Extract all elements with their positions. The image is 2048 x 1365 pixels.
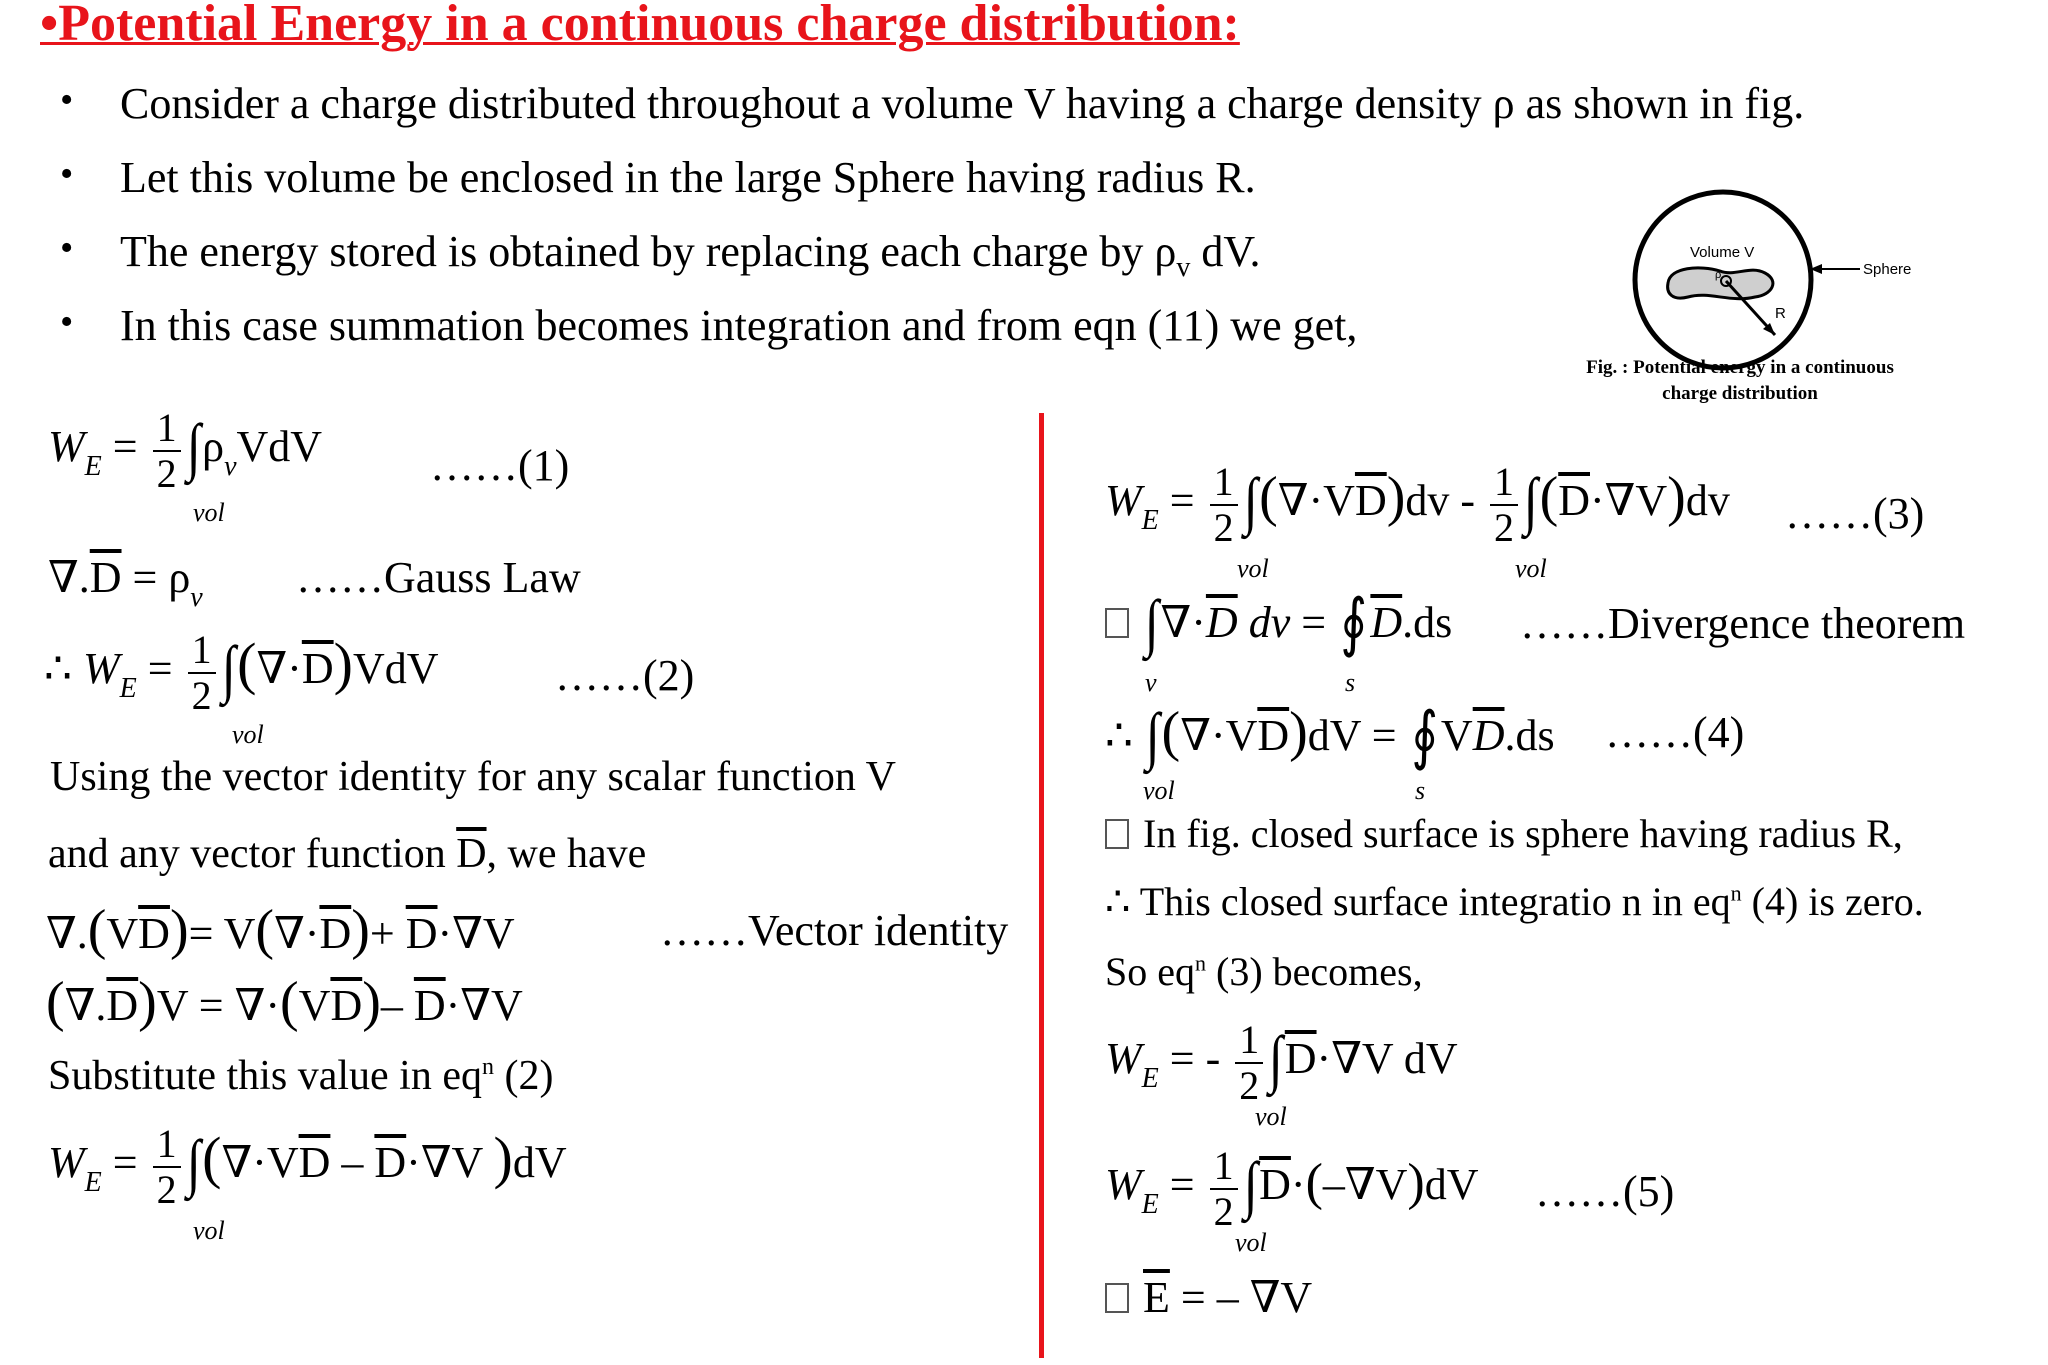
figure-caption-line: charge distribution [1662, 383, 1818, 404]
substituted-equation: $W_E$ = $\frac{1}{2}$ $\int(\nabla\cdot V\overline{D} - \overline{D}\cdot\nabla V$ )dV vol [48, 1121, 567, 1245]
divergence-theorem-tag: ……Divergence theorem [1520, 599, 1966, 648]
figure-caption-line: Fig. : Potential energy in a continuous [1586, 357, 1894, 378]
integral-limit: v [1145, 668, 1157, 697]
text-part: Substitute this value in eq [48, 1053, 482, 1099]
identity-text-line [48, 830, 646, 878]
gauss-law-tag: ……Gauss Law [296, 553, 581, 602]
text-part: So eq [1105, 949, 1195, 994]
gauss-law-equation: $\nabla.\overline{D} = \rho_v$ [48, 553, 203, 613]
text-part: and any vector function [48, 831, 457, 877]
sphere-label: Sphere [1863, 261, 1912, 278]
volume-label: Volume V [1690, 244, 1755, 261]
bullet-dot: • [60, 153, 74, 195]
vector-D: $\overline{D}$ [456, 831, 487, 877]
substitute-text-line [48, 1052, 553, 1100]
fraction-half [153, 405, 181, 496]
text-part: ∴ This closed surface integratio n in eq [1105, 879, 1731, 924]
bullet-dot: • [60, 79, 74, 121]
bullet-box [1105, 608, 1129, 638]
text-part: (4) is zero. [1741, 879, 1924, 924]
rho-label: ρ [1715, 269, 1722, 281]
text-part: (2) [493, 1053, 554, 1099]
radius-label: R [1775, 305, 1786, 322]
equation-4-tag: ……(4) [1605, 708, 1745, 757]
equation-5: $W_E$ = $\frac{1}{2}$ $\int\overline{D}\cdot(-\nabla V)dV$ vol [1105, 1143, 1479, 1257]
integral-limit: vol [193, 498, 225, 527]
bullet-text: Consider a charge distributed throughout a volume V having a charge density ρ as shown in fig. [120, 79, 1805, 128]
equation-1-tag: ……(1) [430, 441, 570, 490]
rearranged-identity-equation: $(\nabla.\overline{D})V = \nabla\cdot(V\overline{D})-$ $\overline{D}\cdot\nabla V$ [46, 971, 523, 1033]
bullet-text-part: The energy stored is obtained by replacing each charge by ρ [120, 227, 1177, 276]
equation-2: ∴ $W_E$ = $\frac{1}{2}$ $\int(\nabla\cdot\overline{D})VdV$ vol [44, 627, 439, 749]
bullet-text: In this case summation becomes integration and from eqn (11) we get, [120, 301, 1358, 350]
superscript: n [1195, 950, 1206, 976]
fraction-denominator: 2 [156, 451, 177, 496]
text-part: In fig. closed surface is sphere having radius R, [1143, 811, 1903, 856]
closed-surface-text-line [1105, 878, 1924, 925]
equation-3-tag: ……(3) [1785, 489, 1925, 538]
superscript: n [481, 1054, 494, 1080]
page-title: •Potential Energy in a continuous charge distribution: [40, 0, 1240, 52]
figure-caption [1545, 355, 1935, 407]
superscript: n [1730, 880, 1742, 906]
text-part: (3) becomes, [1206, 949, 1423, 994]
math-subscript: v [224, 451, 237, 483]
vector-identity-tag: ……Vector identity [660, 906, 1009, 955]
bullet-box [1105, 1283, 1129, 1313]
math-symbol: W [48, 422, 85, 472]
reduced-equation: $W_E$ = - $\frac{1}{2}$ $\int\overline{D}\cdot\nabla V$ dV vol [1105, 1017, 1458, 1131]
column-divider [1039, 413, 1044, 1358]
becomes-text-line [1105, 948, 1423, 995]
equation-3: $W_E$ = $\frac{1}{2}$ $\int(\nabla\cdot V\overline{D})dv$ - $\frac{1}{2}$ $\int(\overline{D}\cdot\nabla V)dv$ vol vol [1105, 459, 1730, 583]
fraction-numerator: 1 [153, 408, 181, 452]
rho-subscript: v [1176, 251, 1191, 283]
bullet-box [1105, 819, 1129, 849]
integral-limit: s [1345, 668, 1356, 697]
bullet-text-part: dV. [1190, 227, 1261, 276]
identity-text-line: Using the vector identity for any scalar function V [50, 754, 896, 800]
text-part: , we have [486, 831, 647, 877]
bullet-dot: • [60, 301, 74, 343]
equation-5-tag: ……(5) [1535, 1167, 1675, 1216]
integral-sign: ∫ [186, 411, 201, 482]
bullet-dot: • [60, 227, 74, 269]
bullet-text [120, 226, 1261, 284]
divergence-theorem-equation: $\int\nabla\cdot\overline{D}$ dv = $∮\overline{D}.ds$ v s [1105, 590, 1452, 664]
math-subscript: E [84, 451, 102, 483]
equation-2-tag: ……(2) [555, 651, 695, 700]
field-potential-equation: $\overline{E}$ = – ∇V [1105, 1272, 1312, 1323]
vector-identity-equation: $\nabla.(V\overline{D})= V(\nabla\cdot\overline{D})+ \overline{D}\cdot\nabla V$ [46, 899, 515, 961]
sphere-text-line [1105, 810, 1903, 857]
equation-1: $W_E$ = $\frac{1}{2}$ $\int\rho_vVdV$ vol [48, 405, 323, 527]
equation-4: ∴ $\int(\nabla\cdot V\overline{D})dV$ = $∮V\overline{D}.ds$ vol s [1105, 699, 1555, 805]
bullet-text: Let this volume be enclosed in the large Sphere having radius R. [120, 153, 1256, 202]
